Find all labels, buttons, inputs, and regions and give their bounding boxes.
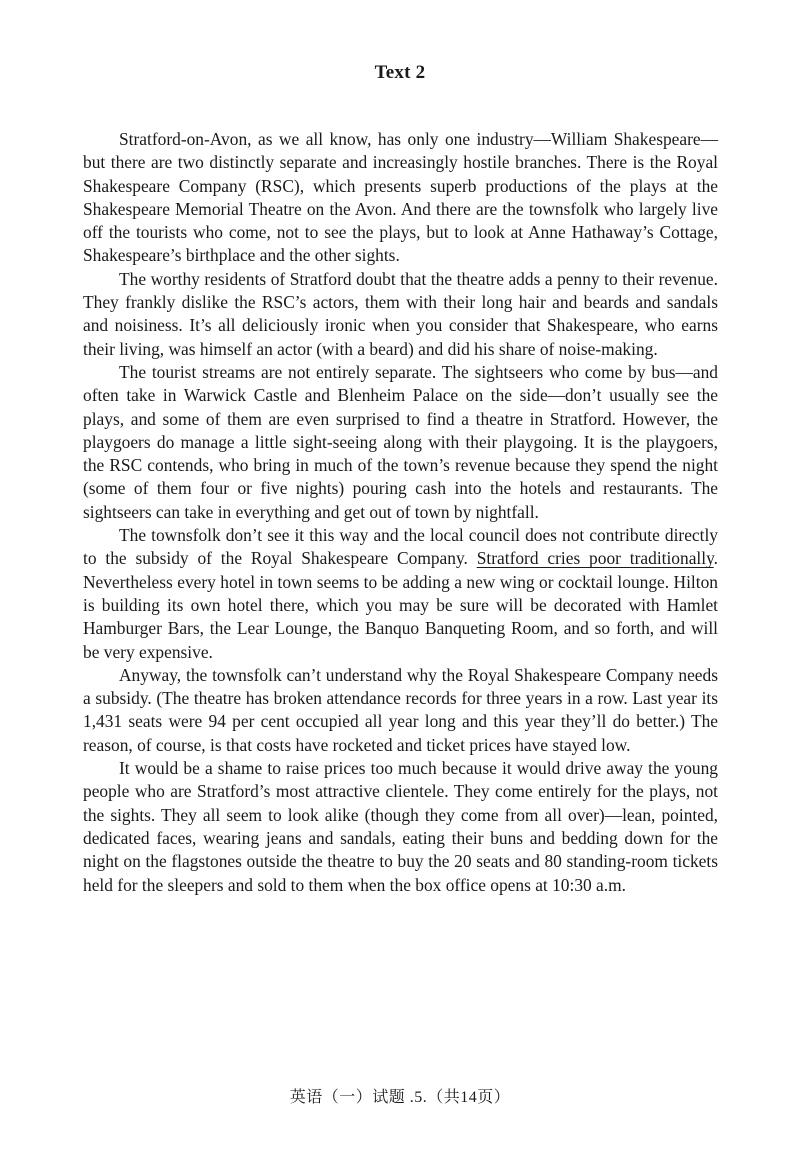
underlined-phrase: Stratford cries poor traditionally [476,548,714,569]
paragraph-2 [83,268,718,361]
page-footer: 英语（一）试题 .5.（共14页） [289,1089,511,1106]
paragraph-text: It would be a shame to raise prices too much because it would drive away the young people who are Stratford’s most attractive clientele. They come entirely for the plays, not the sights. They all seem to look alike (though they come from all over)—lean, pointed, dedicated faces, wearing jeans and sandals, eating their buns and bedding down for the night on the flagstones outside the theatre to buy the 20 seats and 80 standing-room tickets held for the sleepers and sold to them when the box office opens at 10:30 a.m. [83,758,718,895]
paragraph-text: Anyway, the townsfolk can’t understand why the Royal Shakespeare Company needs a subsidy. (The theatre has broken attendance records for three years in a row. Last year its 1,431 seats were 94 per cent occupied all year long and this year they’ll do better.) The reason, of course, is that costs have rocketed and ticket prices have stayed low. [83,664,718,755]
paragraph-5 [83,664,718,757]
paragraph-3 [83,361,718,524]
paragraph-text: The tourist streams are not entirely separate. The sightseers who come by bus—and often take in Warwick Castle and Blenheim Palace on the side—don’t usually see the plays, and some of them are even surprised to find a theatre in Stratford. However, the playgoers do manage a little sight-seeing along with their playgoing. It is the playgoers, the RSC contends, who bring in much of the town’s revenue because they spend the night (some of them four or five nights) pouring cash into the hotels and restaurants. The sightseers can take in everything and get out of town by nightfall. [83,361,718,522]
paragraph-1 [83,128,718,268]
paragraph-4 [83,524,718,664]
text-title: Text 2 [374,62,426,83]
paragraph-text: Stratford-on-Avon, as we all know, has only one industry—William Shakespeare—but there are two distinctly separate and increasingly hostile branches. There is the Royal Shakespeare Company (RSC), which presents superb productions of the plays at the Shakespeare Memorial Theatre on the Avon. And there are the townsfolk who largely live off the tourists who come, not to see the plays, but to look at Anne Hathaway’s Cottage, Shakespeare’s birthplace and the other sights. [83,129,718,266]
paragraph-text: . Nevertheless every hotel in town seems to be adding a new wing or cocktail lounge. Hilton is building its own hotel there, which you may be sure will be decorated with Hamlet Hamburger Bars, the Lear Lounge, the Banquo Banqueting Room, and so forth, and will be very expensive. [83,548,719,662]
paragraph-6 [83,757,718,897]
paragraph-text: The townsfolk don’t see it this way and the local council does not contribute directly to the subsidy of the Royal Shakespeare Company. [83,525,718,569]
paragraph-text: The worthy residents of Stratford doubt that the theatre adds a penny to their revenue. They frankly dislike the RSC’s actors, them with their long hair and beards and sandals and noisiness. It’s all deliciously ironic when you consider that Shakespeare, who earns their living, was himself an actor (with a beard) and did his share of noise-making. [83,268,718,359]
passage-body [83,128,718,897]
